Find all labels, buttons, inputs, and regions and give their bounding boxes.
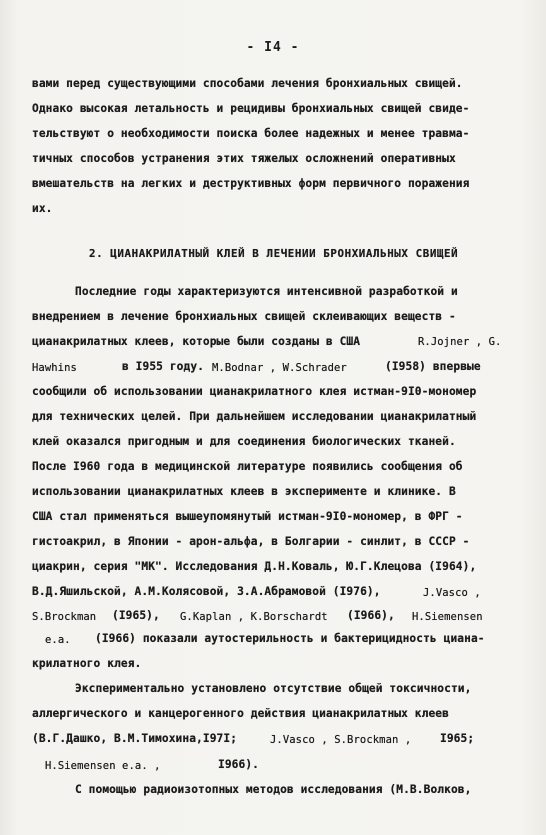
text-line: M.Bodnar , W.Schrader	[212, 362, 347, 374]
text-line: их.	[32, 202, 53, 215]
text-line: внедрением в лечение бронхиальных свищей склеивающих веществ -	[32, 310, 456, 323]
text-line: использовании цианакрилатных клеев в эксперименте и клинике. В	[32, 485, 456, 498]
text-line: гистоакрил, в Японии - арон-альфа, в Болгарии - синлит, в СССР -	[32, 535, 470, 548]
page-number: - I4 -	[246, 40, 300, 55]
text-line: J.Vasco ,	[423, 587, 481, 599]
text-line: тельствуют о необходимости поиска более надежных и менее травма-	[32, 127, 470, 140]
text-line: крилатного клея.	[32, 657, 142, 670]
text-line: I965;	[440, 732, 475, 745]
text-line: тичных способов устранения этих тяжелых осложнений оперативных	[32, 152, 456, 165]
text-line: сообщили об использовании цианакрилатного клея истман-9I0-мономер	[32, 385, 477, 398]
text-line: Экспериментально установлено отсутствие общей токсичности,	[75, 682, 472, 695]
text-line: R.Jojner , G.	[418, 336, 502, 348]
text-line: вами перед существующими способами лечения бронхиальных свищей.	[32, 77, 463, 90]
text-line: H.Siemensen	[412, 611, 483, 623]
text-line: клей оказался пригодным и для соединения биологических тканей.	[32, 435, 456, 448]
text-line: для технических целей. При дальнейшем исследовании цианакрилатный	[32, 410, 477, 423]
text-line: (I965),	[112, 609, 160, 622]
text-line: циакрин, серия "МК". Исследования Д.Н.Коваль, Ю.Г.Клецова (I964),	[32, 560, 477, 573]
text-line: аллергического и канцерогенного действия цианакрилатных клеев	[32, 707, 449, 720]
text-line: S.Brockman	[32, 611, 97, 623]
text-line: e.a.	[45, 634, 71, 646]
text-line: С помощью радиоизотопных методов исследования (М.В.Волков,	[75, 783, 472, 796]
text-line: Hawhins	[32, 362, 77, 374]
text-line: В.Д.Яшильской, А.М.Колясовой, З.А.Абрамовой (I976),	[32, 585, 381, 598]
text-line: H.Siemensen e.a. ,	[45, 760, 161, 772]
section-heading: 2. ЦИАНАКРИЛАТНЫЙ КЛЕЙ В ЛЕЧЕНИИ БРОНХИАЛЬНЫХ СВИЩЕЙ	[89, 247, 459, 260]
text-line: J.Vasco , S.Brockman ,	[270, 734, 412, 746]
text-line: (I966) показали аутостерильность и бактерицидность циана-	[95, 632, 485, 645]
text-line: (В.Г.Дашко, В.М.Тимохина,I97I;	[32, 732, 238, 745]
text-line: После I960 года в медицинской литературе появились сообщения об	[32, 460, 463, 473]
text-line: цианакрилатных клеев, которые были созданы в США	[32, 335, 361, 348]
text-line: (I966),	[347, 609, 395, 622]
text-line: вмешательств на легких и деструктивных форм первичного поражения	[32, 177, 470, 190]
text-line: Последние годы характеризуются интенсивной разработкой и	[75, 285, 458, 298]
text-line: в I955 году.	[122, 360, 205, 373]
text-line: G.Kaplan , K.Borschardt	[180, 611, 328, 623]
text-line: Однако высокая летальность и рецидивы бронхиальных свищей свиде-	[32, 102, 470, 115]
text-line: I966).	[218, 758, 260, 771]
text-line: (I958) впервые	[385, 360, 481, 373]
text-line: США стал применяться вышеупомянутый истман-9I0-мономер, в ФРГ -	[32, 510, 463, 523]
